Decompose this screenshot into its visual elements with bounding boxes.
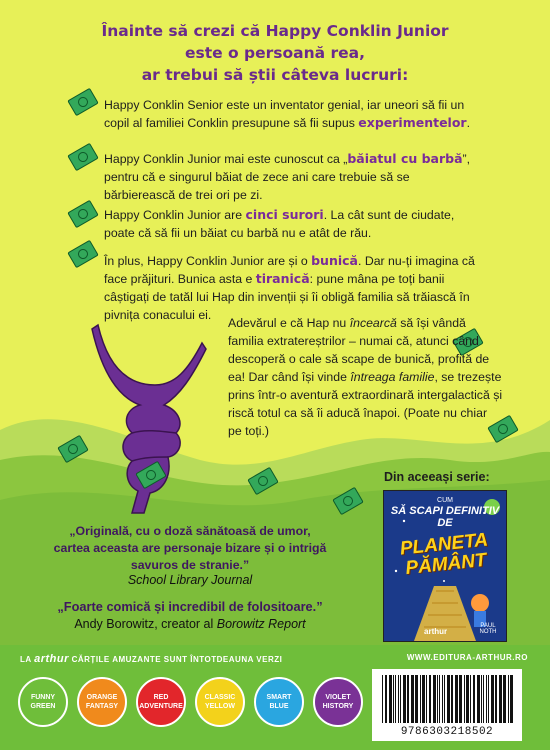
book-title-small: CUM: [437, 497, 453, 504]
publisher-website[interactable]: WWW.EDITURA-ARTHUR.RO: [406, 653, 528, 662]
circle-label: SMART: [266, 694, 292, 701]
barcode-bar: [439, 675, 440, 723]
story-emphasis: încearcă: [349, 316, 397, 330]
barcode-bar: [477, 675, 480, 723]
barcode-bar: [455, 675, 458, 723]
barcode-bar: [444, 675, 445, 723]
quote-line: savuros de stranie.”: [130, 558, 250, 572]
barcode-bar: [411, 675, 414, 723]
fact-highlight: cinci surori: [245, 207, 324, 222]
barcode-bar: [389, 675, 392, 723]
barcode-bar: [400, 675, 401, 723]
barcode-bar: [464, 675, 465, 723]
circle-label: FANTASY: [85, 703, 119, 710]
fact-highlight: bunică: [311, 253, 358, 268]
story-text: să își vândă familia extratereștrilor – numai că, atunci când descoperă o cale să scape de bunică, profită de ea! Dar când își vinde: [228, 316, 490, 384]
barcode-bar: [451, 675, 453, 723]
barcode-bar: [473, 675, 475, 723]
fact-paragraph-2: [104, 150, 484, 204]
tagline-text: LA: [20, 655, 35, 664]
collection-circle-violet: [313, 677, 363, 727]
fact-text: Happy Conklin Senior este un inventator genial, iar uneori să fii un copil al familiei Conklin presupune să fii supus: [104, 98, 465, 130]
circle-label: BLUE: [269, 703, 289, 710]
barcode-bar: [488, 675, 489, 723]
circle-label: HISTORY: [322, 703, 354, 710]
barcode-bar: [503, 675, 506, 723]
fact-highlight: experimentelor: [358, 115, 467, 130]
circle-label: GREEN: [30, 703, 56, 710]
barcode-bar: [426, 675, 427, 723]
barcode-bar: [382, 675, 383, 723]
circle-label: CLASSIC: [204, 694, 236, 701]
story-paragraph: [228, 314, 504, 440]
story-text: , se trezește prins într-o aventură extraordinară intergalactică și riscă totul ca să îi aducă înapoi. (Poate nu chiar pe toți.): [228, 370, 503, 438]
barcode-bar: [393, 675, 394, 723]
collection-circle-red: [136, 677, 186, 727]
barcode-bar: [398, 675, 399, 723]
source-emphasis: Borowitz Report: [216, 617, 306, 631]
barcode-bar: [420, 675, 421, 723]
barcode-bar: [442, 675, 443, 723]
circle-label: RED: [153, 694, 169, 701]
barcode-bar: [499, 675, 502, 723]
fact-text: . La cât sunt de ciudate, poate că să fii un băiat cu barbă nu e atât de rău.: [104, 208, 455, 240]
fact-text: Happy Conklin Junior mai este cunoscut ca „: [104, 152, 348, 166]
barcode-bar: [395, 675, 396, 723]
fact-text: : pune mâna pe toți banii câștigați de tatăl lui Hap din invenții și îi obligă familia să trăiască în pivnița conacului ei.: [104, 272, 470, 322]
book-title-line-2: PLANETA PĂMÂNT: [398, 529, 489, 580]
barcode-bar: [470, 675, 471, 723]
circle-label: ORANGE: [86, 694, 118, 701]
collection-circle-green: [18, 677, 68, 727]
review-source-2: [0, 617, 380, 631]
circle-label: FUNNY: [30, 694, 56, 701]
heading-line-3: ar trebui să știi câteva lucruri:: [141, 66, 409, 84]
fact-paragraph-1: [104, 96, 484, 132]
circle-label: VIOLET: [325, 694, 351, 701]
barcode-bar: [508, 675, 509, 723]
book-author: PAUL NOTH: [479, 623, 497, 635]
fact-text: .: [466, 116, 471, 130]
quote-line: „Originală, cu o doză sănătoasă de umor,: [69, 524, 311, 538]
barcode-bar: [481, 675, 482, 723]
heading-line-1: Înainte să crezi că Happy Conklin Junior: [101, 22, 449, 40]
intro-heading: [0, 20, 550, 86]
isbn-number: 9786303218502: [400, 726, 494, 738]
barcode-bar: [495, 675, 497, 723]
series-label: Din aceeași serie:: [384, 470, 490, 484]
barcode-bar: [415, 675, 418, 723]
tagline-text: CĂRȚILE AMUZANTE SUNT ÎNTOTDEAUNA VERZI: [68, 655, 283, 664]
barcode-bar: [483, 675, 484, 723]
fact-paragraph-3: [104, 206, 484, 242]
series-book-cover[interactable]: [383, 490, 507, 642]
source-text: Andy Borowitz, creator al: [74, 617, 217, 631]
story-emphasis: întreaga familie: [350, 370, 435, 384]
circle-label: YELLOW: [205, 703, 235, 710]
barcode-bars: [380, 675, 514, 723]
circle-label: ADVENTURE: [139, 703, 183, 710]
isbn-barcode: [372, 669, 522, 741]
barcode-bar: [429, 675, 431, 723]
barcode-bar: [486, 675, 487, 723]
fact-text: În plus, Happy Conklin Junior are și o: [104, 254, 312, 268]
barcode-bar: [491, 675, 494, 723]
footer-tagline: [20, 653, 282, 665]
review-quote-2: „Foarte comică și incredibil de folositoare.”: [57, 599, 323, 614]
fact-text: Happy Conklin Junior are: [104, 208, 246, 222]
barcode-bar: [437, 675, 438, 723]
barcode-bar: [510, 675, 513, 723]
publisher-logo: arthur: [34, 653, 69, 665]
fact-highlight: tiranică: [255, 271, 310, 286]
barcode-bar: [447, 675, 450, 723]
quote-line: cartea aceasta are personaje bizare și o intrigă: [53, 541, 327, 555]
barcode-bar: [459, 675, 462, 723]
barcode-bar: [466, 675, 469, 723]
book-title-line-1: SĂ SCAPI DEFINITIV DE: [390, 505, 500, 529]
collection-circle-orange: [77, 677, 127, 727]
review-source-1: School Library Journal: [127, 573, 253, 587]
barcode-bar: [422, 675, 425, 723]
story-text: Adevărul e că Hap nu: [228, 316, 350, 330]
book-publisher-logo: arthur: [424, 627, 448, 636]
barcode-bar: [403, 675, 406, 723]
collection-circle-yellow: [195, 677, 245, 727]
collection-circle-blue: [254, 677, 304, 727]
heading-line-2: este o persoană rea,: [184, 44, 366, 62]
barcode-bar: [433, 675, 436, 723]
fact-text: . Dar nu-ți imagina că face prăjituri. Bunica asta e: [104, 254, 475, 286]
barcode-bar: [385, 675, 387, 723]
review-quote-1: [0, 523, 380, 574]
fact-text: ”, pentru că e singurul băiat de zece ani care trebuie să se bărbierească de trei ori pe zi.: [104, 152, 471, 202]
fact-highlight: băiatul cu barbă: [347, 151, 463, 166]
barcode-bar: [407, 675, 409, 723]
